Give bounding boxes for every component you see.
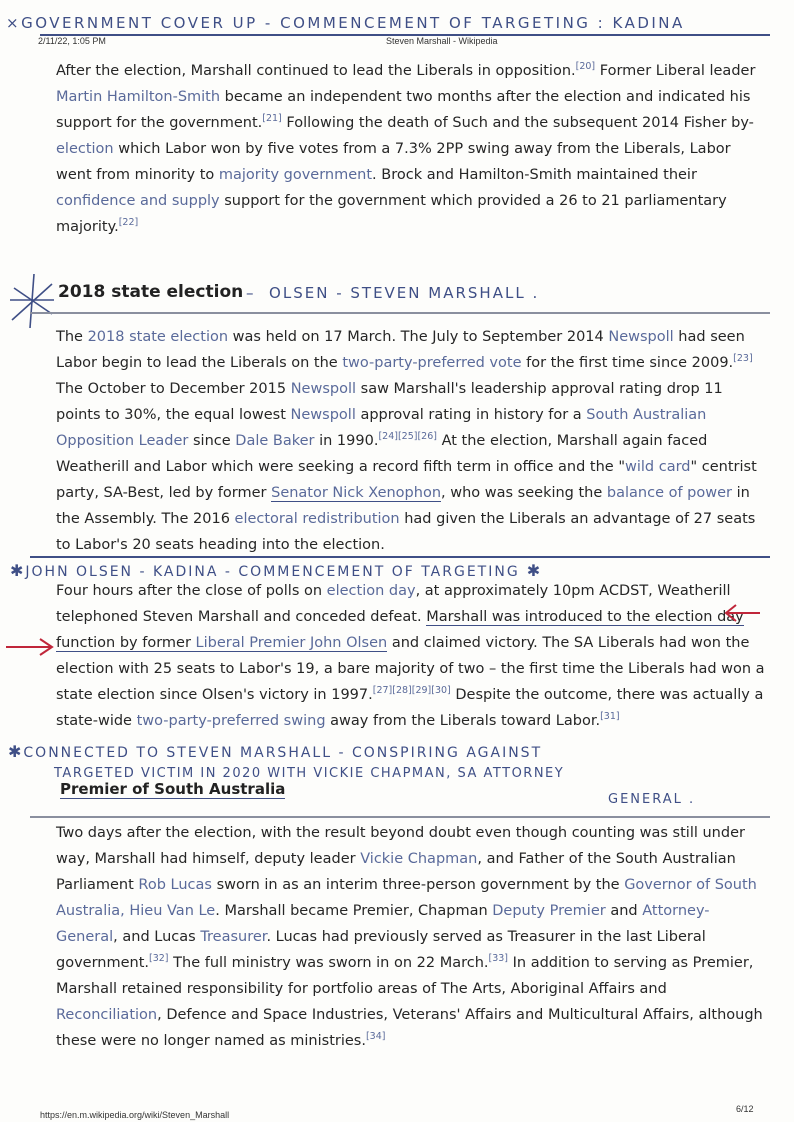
paragraph-premier: Two days after the election, with the result beyond doubt even though counting was still under way, Marshall had himself, deputy leader Vickie Chapman, and Father of the South Australian Parliament Rob Lucas sworn in as an interim three-person government by the Governor of South Australia, Hieu Van Le. Marshall became Premier, Chapman Deputy Premier and Attorney- General, and Lucas Treasurer. Lucas had previously served as Treasurer in the last Liberal government.[32] The full ministry was sworn in on 22 March.[33] In addition to serving as Premier, Marshall retained responsibility for portfolio areas of The Arts, Aboriginal Affairs and Reconciliation, Defence and Space Industries, Veterans' Affairs and Multicultural Affairs, although these were no longer named as ministries.[34] <box>56 825 763 1049</box>
red-arrow-left-icon <box>722 602 762 624</box>
link-treasurer[interactable]: Treasurer <box>200 929 267 945</box>
annotation-divider <box>30 556 770 558</box>
link-attorney-general[interactable]: General <box>56 929 114 945</box>
footer-page-number: 6/12 <box>736 1104 754 1114</box>
link-hieu-van-le[interactable]: Australia, Hieu Van Le <box>56 903 216 919</box>
link-john-olsen[interactable]: Liberal Premier John Olsen <box>195 635 388 651</box>
print-title: Steven Marshall - Wikipedia <box>386 36 498 46</box>
citation[interactable]: [24][25][26] <box>378 431 437 442</box>
link-south-australian[interactable]: South Australian <box>586 407 707 423</box>
link-nick-xenophon[interactable]: Senator Nick Xenophon <box>271 485 442 501</box>
paragraph-2018-election: The 2018 state election was held on 17 March. The July to September 2014 Newspoll had seen Labor begin to lead the Liberals on the two-party-preferred vote for the first time since 2009.[23] The October to December 2015 Newspoll saw Marshall's leadership approval rating drop 11 points to 30%, the equal lowest Newspoll approval rating in history for a South Australian Opposition Leader since Dale Baker in 1990.[24][25][26] At the election, Marshall again faced Weatherill and Labor which were seeking a record fifth term in office and the "wild card" centrist party, SA-Best, led by former Senator Nick Xenophon, who was seeking the balance of power in the Assembly. The 2016 electoral redistribution had given the Liberals an advantage of 27 seats to Labor's 20 seats heading into the election. <box>56 329 757 553</box>
asterisk-mark-icon <box>8 270 58 332</box>
link-election-day[interactable]: election day <box>326 583 416 599</box>
link-newspoll[interactable]: Newspoll <box>290 381 357 397</box>
citation[interactable]: [22] <box>118 217 139 228</box>
annotation-mid: ✱JOHN OLSEN - KADINA - COMMENCEMENT OF TARGETING ✱ <box>10 561 543 580</box>
link-deputy-premier[interactable]: Deputy Premier <box>492 903 606 919</box>
link-newspoll[interactable]: Newspoll <box>608 329 674 345</box>
link-two-party-preferred-swing[interactable]: two-party-preferred swing <box>136 713 326 729</box>
paragraph-election-night: Four hours after the close of polls on election day, at approximately 10pm ACDST, Weatherill telephoned Steven Marshall and conceded defeat. Marshall was introduced to the election day function by former Liberal Premier John Olsen and claimed victory. The SA Liberals had won the election with 25 seats to Labor's 19, a bare majority of two – the first time the Liberals had won a state election since Olsen's victory in 1997.[27][28][29][30] Despite the outcome, there was actually a state-wide two-party-preferred swing away from the Liberals toward Labor.[31] <box>56 583 765 729</box>
section-divider <box>30 312 770 314</box>
paragraph-opposition: After the election, Marshall continued to lead the Liberals in opposition.[20] Former Liberal leader Martin Hamilton-Smith became an independent two months after the election and indicated his support for the government.[21] Following the death of Such and the subsequent 2014 Fisher by- election which Labor won by five votes from a 7.3% 2PP swing away from the Liberals, Labor went from minority to majority government. Brock and Hamilton-Smith maintained their confidence and supply support for the government which provided a 26 to 21 parliamentary majority.[22] <box>56 61 756 235</box>
link-electoral-redistribution[interactable]: electoral redistribution <box>234 511 400 527</box>
citation[interactable]: [21] <box>262 113 282 124</box>
link-2018-state-election[interactable]: 2018 state election <box>87 329 229 345</box>
link-martin-hamilton-smith[interactable]: Martin Hamilton-Smith <box>56 89 221 105</box>
annotation-lower-2: TARGETED VICTIM IN 2020 WITH VICKIE CHAPMAN, SA ATTORNEY <box>54 766 565 781</box>
link-balance-of-power[interactable]: balance of power <box>606 485 733 501</box>
print-date: 2/11/22, 1:05 PM <box>38 36 106 46</box>
link-wild-card[interactable]: wild card <box>625 459 691 475</box>
link-vickie-chapman[interactable]: Vickie Chapman <box>360 851 478 867</box>
annotation-underline-marshall: Marshall was introduced to the election day <box>426 609 744 625</box>
citation[interactable]: [32] <box>149 953 169 964</box>
link-majority-government[interactable]: majority government <box>218 167 373 183</box>
section-title-premier: Premier of South Australia <box>60 780 286 798</box>
link-attorney-general[interactable]: Attorney- <box>642 903 710 919</box>
link-newspoll[interactable]: Newspoll <box>290 407 356 423</box>
section-divider <box>30 816 770 818</box>
link-by-election[interactable]: election <box>56 141 114 157</box>
annotation-lower-1: ✱CONNECTED TO STEVEN MARSHALL - CONSPIRING AGAINST <box>8 742 543 761</box>
citation[interactable]: [23] <box>733 353 753 364</box>
citation[interactable]: [31] <box>600 711 620 722</box>
annotation-top: ×GOVERNMENT COVER UP - COMMENCEMENT OF TARGETING : KADINA <box>6 14 685 32</box>
annotation-lower-3: GENERAL . <box>608 792 696 807</box>
link-opposition-leader[interactable]: Opposition Leader <box>56 433 189 449</box>
link-governor-of-south-australia[interactable]: Governor of South <box>624 877 757 893</box>
citation[interactable]: [20] <box>575 61 596 72</box>
link-two-party-preferred-vote[interactable]: two-party-preferred vote <box>342 355 522 371</box>
citation[interactable]: [34] <box>365 1031 386 1042</box>
link-rob-lucas[interactable]: Rob Lucas <box>138 877 212 893</box>
link-confidence-and-supply[interactable]: confidence and supply <box>56 193 220 209</box>
red-arrow-right-icon <box>4 636 56 658</box>
annotation-heading-note: – OLSEN - STEVEN MARSHALL . <box>246 284 540 302</box>
footer-url[interactable]: https://en.m.wikipedia.org/wiki/Steven_Marshall <box>40 1110 230 1120</box>
citation[interactable]: [27][28][29][30] <box>372 685 451 696</box>
link-dale-baker[interactable]: Dale Baker <box>235 433 315 449</box>
citation[interactable]: [33] <box>488 953 509 964</box>
link-reconciliation[interactable]: Reconciliation <box>56 1007 158 1023</box>
section-title-2018-election: 2018 state election <box>58 282 244 302</box>
